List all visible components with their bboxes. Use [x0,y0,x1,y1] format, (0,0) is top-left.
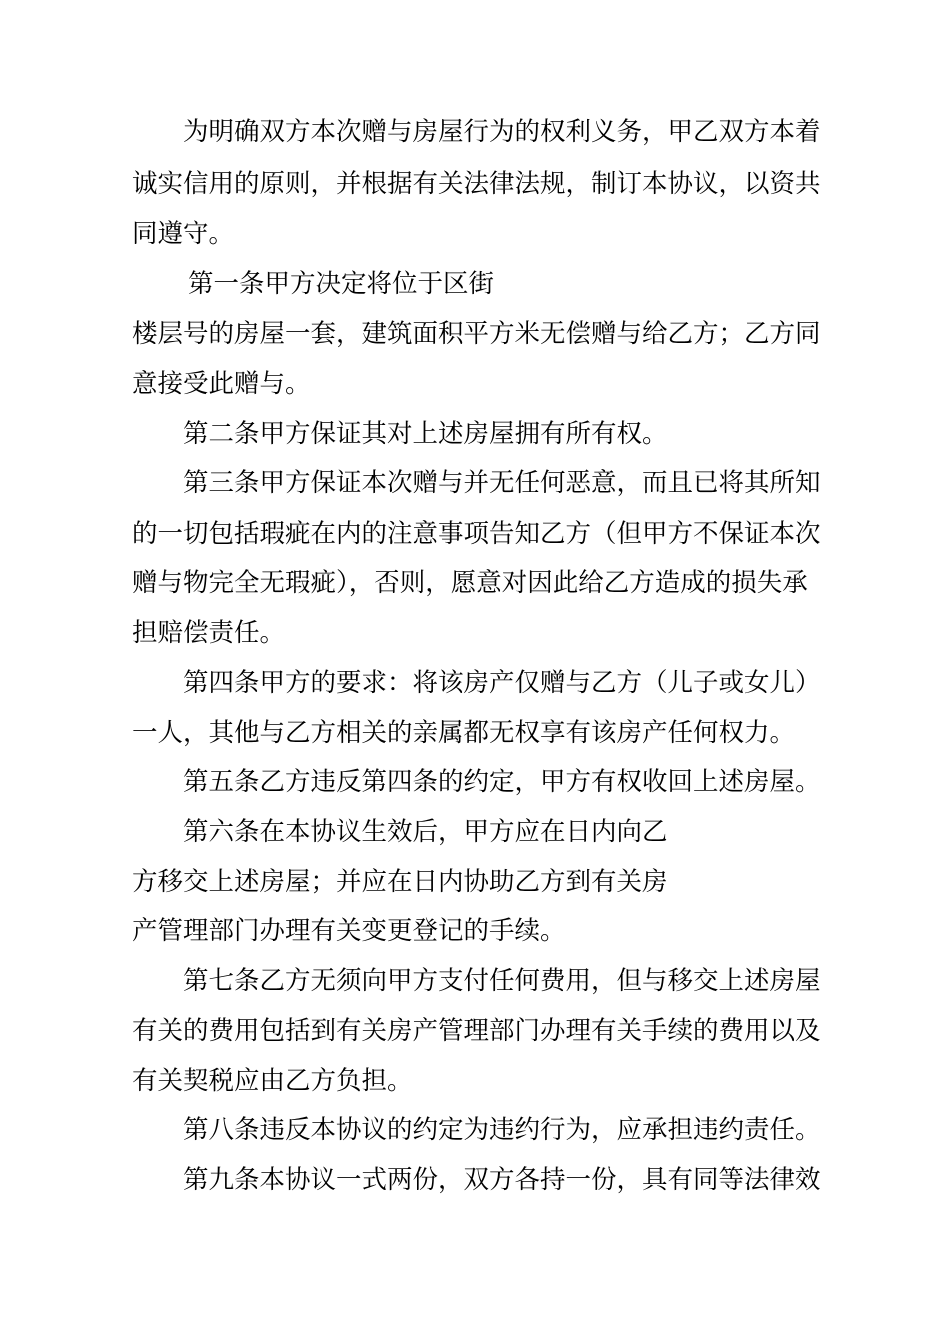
paragraph-line: 为明确双方本次赠与房屋行为的权利义务，甲乙双方本着 [183,117,821,147]
clause-8-line: 第八条违反本协议的约定为违约行为，应承担违约责任。 [183,1115,821,1145]
paragraph-line: 一人，其他与乙方相关的亲属都无权享有该房产任何权力。 [132,718,796,748]
paragraph-line: 赠与物完全无瑕疵），否则，愿意对因此给乙方造成的损失承 [132,568,808,598]
paragraph-line: 同遵守。 [132,219,235,249]
paragraph-line: 产管理部门办理有关变更登记的手续。 [132,916,566,946]
paragraph-line: 有关的费用包括到有关房产管理部门办理有关手续的费用以及 [132,1016,821,1046]
paragraph-line: 有关契税应由乙方负担。 [132,1066,413,1096]
paragraph-line: 意接受此赠与。 [132,369,311,399]
clause-1-line: 第一条甲方决定将位于区街 [188,269,495,299]
clause-5-line: 第五条乙方违反第四条的约定，甲方有权收回上述房屋。 [183,767,821,797]
paragraph-line: 担赔偿责任。 [132,618,286,648]
clause-3-line: 第三条甲方保证本次赠与并无任何恶意，而且已将其所知 [183,468,821,498]
paragraph-line: 楼层号的房屋一套，建筑面积平方米无偿赠与给乙方；乙方同 [132,319,821,349]
clause-2-line: 第二条甲方保证其对上述房屋拥有所有权。 [183,419,668,449]
clause-9-line: 第九条本协议一式两份，双方各持一份，具有同等法律效 [183,1165,821,1195]
clause-6-line: 第六条在本协议生效后，甲方应在日内向乙 [183,817,668,847]
paragraph-line: 的一切包括瑕疵在内的注意事项告知乙方（但甲方不保证本次 [132,519,821,549]
paragraph-line: 方移交上述房屋；并应在日内协助乙方到有关房 [132,867,668,897]
paragraph-line: 诚实信用的原则，并根据有关法律法规，制订本协议，以资共 [132,169,821,199]
clause-7-line: 第七条乙方无须向甲方支付任何费用，但与移交上述房屋 [183,966,821,996]
clause-4-line: 第四条甲方的要求：将该房产仅赠与乙方（儿子或女儿） [183,668,821,698]
